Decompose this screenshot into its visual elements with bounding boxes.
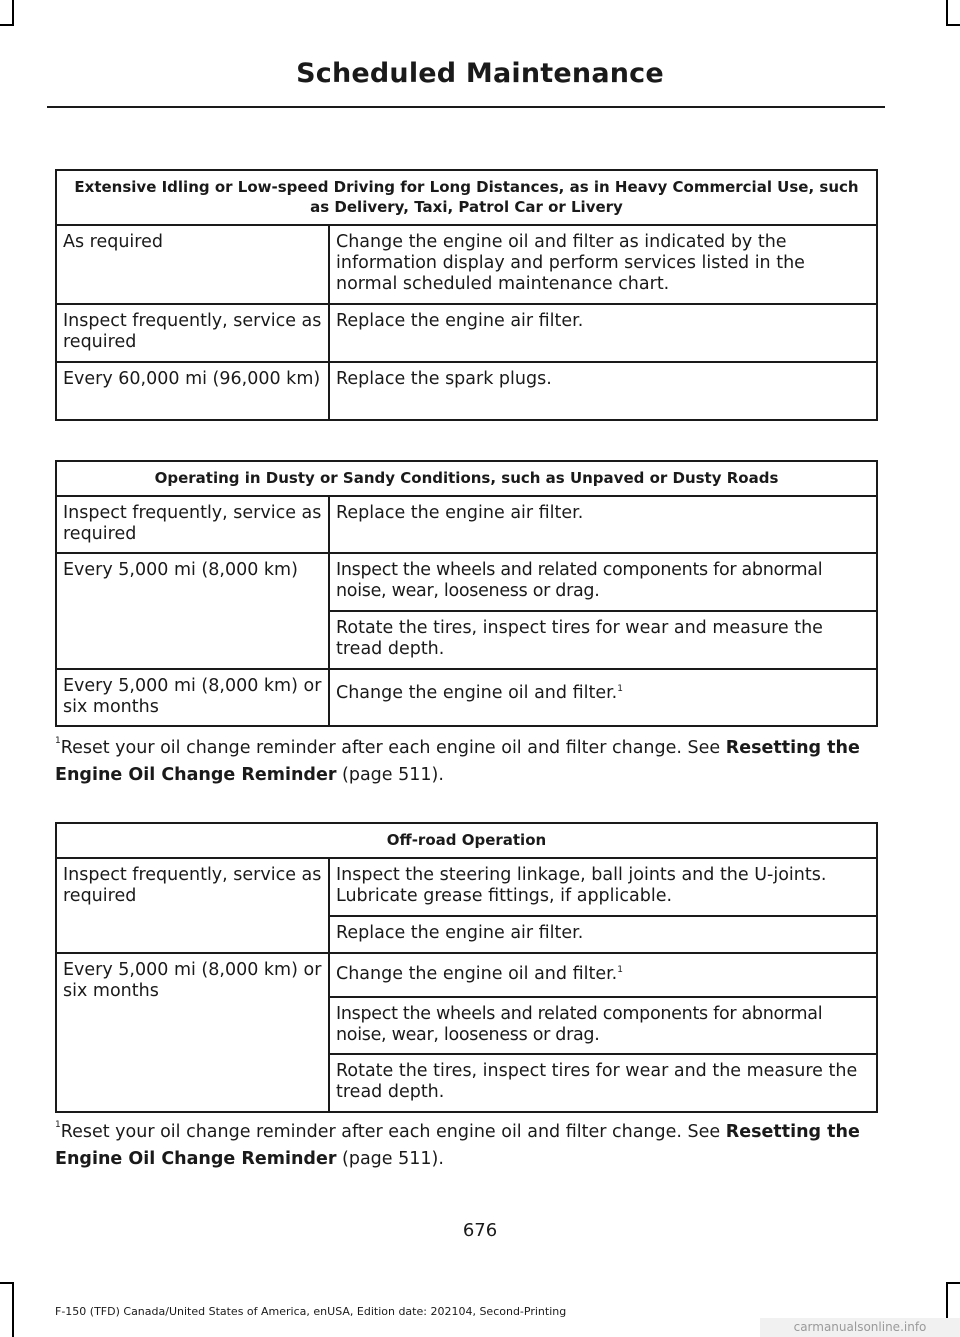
table-row — [56, 953, 877, 997]
crop-mark — [946, 1282, 960, 1284]
table-row — [56, 858, 877, 916]
table-row — [56, 496, 877, 553]
page-reference: (page 511). — [336, 1149, 444, 1169]
action-cell — [329, 953, 877, 997]
crop-mark — [946, 24, 960, 26]
action-cell: Inspect the steering linkage, ball joints and the U-joints. Lubricate grease fittings, if applicable. — [329, 858, 877, 916]
header-divider — [47, 106, 885, 108]
action-cell: Replace the engine air filter. — [329, 916, 877, 953]
interval-cell: Inspect frequently, service as required — [56, 496, 329, 553]
action-cell: Inspect the wheels and related components for abnormal noise, wear, looseness or drag. — [329, 997, 877, 1054]
footnote-text: Reset your oil change reminder after each engine oil and filter change. See — [60, 1122, 726, 1142]
footnote — [55, 735, 885, 789]
table-row — [56, 553, 877, 611]
table-header-row — [56, 170, 877, 225]
maintenance-table-dusty-conditions — [55, 460, 878, 727]
crop-mark — [0, 24, 14, 26]
table-header-row — [56, 823, 877, 858]
interval-cell: Every 5,000 mi (8,000 km) or six months — [56, 953, 329, 1112]
page-title: Scheduled Maintenance — [296, 58, 664, 89]
footnote-marker: 1 — [55, 736, 61, 746]
table-row — [56, 225, 877, 304]
table-title: Extensive Idling or Low-speed Driving for Long Distances, as in Heavy Commercial Use, such as Delivery, Taxi, Patrol Car or Livery — [56, 170, 877, 225]
interval-cell: As required — [56, 225, 329, 304]
action-text: Change the engine oil and filter. — [336, 964, 618, 984]
table-row — [56, 669, 877, 726]
action-cell: Inspect the wheels and related components for abnormal noise, wear, looseness or drag. — [329, 553, 877, 611]
action-cell: Replace the engine air filter. — [329, 304, 877, 362]
action-text: Change the engine oil and filter. — [336, 683, 618, 703]
action-cell: Rotate the tires, inspect tires for wear and measure the tread depth. — [329, 611, 877, 669]
footnote-marker: 1 — [617, 684, 623, 694]
action-cell: Replace the engine air filter. — [329, 496, 877, 553]
cross-reference-link[interactable]: Resetting the Engine Oil Change Reminder — [55, 738, 860, 785]
footnote-marker: 1 — [617, 965, 623, 975]
cross-reference-link[interactable]: Resetting the Engine Oil Change Reminder — [55, 1122, 860, 1169]
maintenance-table-heavy-use — [55, 169, 878, 421]
interval-cell: Every 60,000 mi (96,000 km) — [56, 362, 329, 420]
action-cell — [329, 669, 877, 726]
page-reference: (page 511). — [336, 765, 444, 785]
crop-mark — [12, 0, 14, 26]
table-header-row — [56, 461, 877, 496]
footnote — [55, 1119, 885, 1173]
action-cell: Replace the spark plugs. — [329, 362, 877, 420]
table-row — [56, 362, 877, 420]
action-cell: Change the engine oil and filter as indicated by the information display and perform services listed in the normal scheduled maintenance chart. — [329, 225, 877, 304]
watermark: carmanualsonline.info — [760, 1318, 960, 1337]
table-row — [56, 304, 877, 362]
interval-cell: Every 5,000 mi (8,000 km) — [56, 553, 329, 669]
footnote-marker: 1 — [55, 1120, 61, 1130]
edition-info: F-150 (TFD) Canada/United States of America, enUSA, Edition date: 202104, Second-Printing — [55, 1305, 567, 1318]
crop-mark — [946, 0, 948, 26]
page-number: 676 — [462, 1220, 498, 1241]
action-cell: Rotate the tires, inspect tires for wear and the measure the tread depth. — [329, 1054, 877, 1112]
footnote-text: Reset your oil change reminder after each engine oil and filter change. See — [60, 738, 726, 758]
crop-mark — [12, 1282, 14, 1337]
interval-cell: Every 5,000 mi (8,000 km) or six months — [56, 669, 329, 726]
crop-mark — [0, 1282, 14, 1284]
table-title: Off-road Operation — [56, 823, 877, 858]
table-title: Operating in Dusty or Sandy Conditions, such as Unpaved or Dusty Roads — [56, 461, 877, 496]
interval-cell: Inspect frequently, service as required — [56, 858, 329, 953]
interval-cell: Inspect frequently, service as required — [56, 304, 329, 362]
maintenance-table-off-road — [55, 822, 878, 1113]
